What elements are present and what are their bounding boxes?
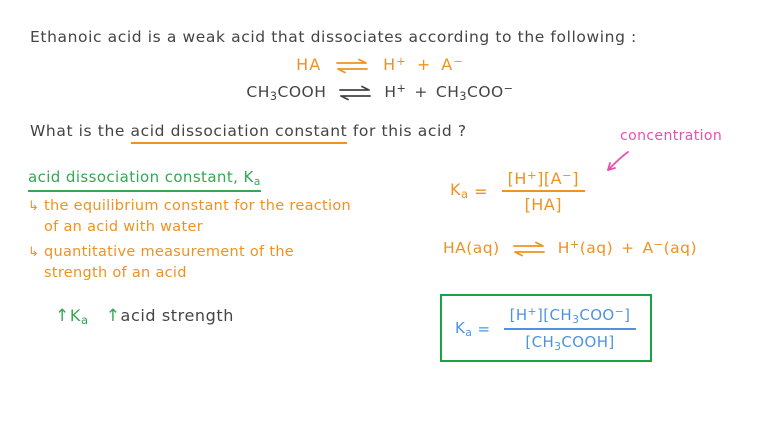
generic-eq-anion: A− <box>441 54 464 75</box>
question-statement: Ethanoic acid is a weak acid that dissociates according to the following : <box>30 28 637 46</box>
definition-heading-text: acid dissociation constant, K <box>28 168 254 186</box>
question-prompt-after: for this acid ? <box>347 122 467 140</box>
aq-eq-reactant: HA(aq) <box>443 239 500 258</box>
full-eq-reactant: $CH_3COOH$ <box>246 83 327 104</box>
generic-eq-proton: H+ <box>383 54 407 75</box>
generic-eq-plus: + <box>416 55 432 75</box>
question-prompt-keyword: acid dissociation constant <box>131 122 348 144</box>
ka-expression-label: $K_a$ <box>450 180 469 202</box>
annotation-arrow-icon <box>604 150 630 174</box>
full-eq-anion: $CH_3COO^-$ <box>435 82 514 104</box>
full-eq-proton: H+ <box>384 82 407 102</box>
answer-fraction <box>504 305 637 353</box>
definition-bullets <box>28 196 358 288</box>
ka-expression-fraction <box>502 168 585 214</box>
question-prompt-before: What is the <box>30 122 131 140</box>
ka-expression-equals: = <box>474 181 489 201</box>
arrow-bullet-icon: ↳ <box>28 199 40 214</box>
list-item-label: quantitative measurement of the strength of an acid <box>44 244 295 281</box>
aq-eq-plus: + <box>621 239 635 258</box>
equilibrium-arrow-icon <box>338 83 372 101</box>
ka-expression <box>450 168 585 214</box>
aqueous-dissociation-equation <box>443 238 697 257</box>
answer-numerator: $[H^+][CH_3COO^-]$ <box>504 305 637 330</box>
list-item-label: the equilibrium constant for the reaction of an acid with water <box>44 198 352 235</box>
equilibrium-arrow-icon <box>512 239 546 257</box>
up-arrow-icon: ↑ <box>55 306 70 326</box>
full-eq-plus: + <box>414 83 428 102</box>
generic-dissociation-equation <box>0 54 760 74</box>
ka-strength-relation <box>55 306 234 327</box>
answer-equals: = <box>477 319 491 338</box>
definition-heading-subscript: a <box>253 175 261 189</box>
aq-eq-proton: H+(aq) <box>557 238 614 258</box>
list-item <box>28 242 358 284</box>
list-item <box>28 196 358 238</box>
aq-eq-anion: A−(aq) <box>642 238 698 258</box>
ethanoic-acid-equation <box>0 82 760 103</box>
answer-expression <box>455 305 636 353</box>
generic-eq-reactant: HA <box>296 55 322 75</box>
concentration-annotation: concentration <box>620 128 723 144</box>
answer-denominator: $[CH_3COOH]$ <box>525 332 615 353</box>
up-arrow-icon: ↑ <box>105 306 121 326</box>
acid-strength-label: acid strength <box>120 306 235 325</box>
definition-heading <box>28 168 261 192</box>
ka-symbol: $K_a$ <box>69 306 89 328</box>
equilibrium-arrow-icon <box>335 55 369 74</box>
answer-ka-label: $K_a$ <box>455 318 473 339</box>
ka-expression-denominator: [HA] <box>524 195 563 215</box>
question-prompt <box>30 122 467 140</box>
ka-expression-numerator: [H+][A−] <box>502 168 585 192</box>
arrow-bullet-icon: ↳ <box>28 245 40 260</box>
